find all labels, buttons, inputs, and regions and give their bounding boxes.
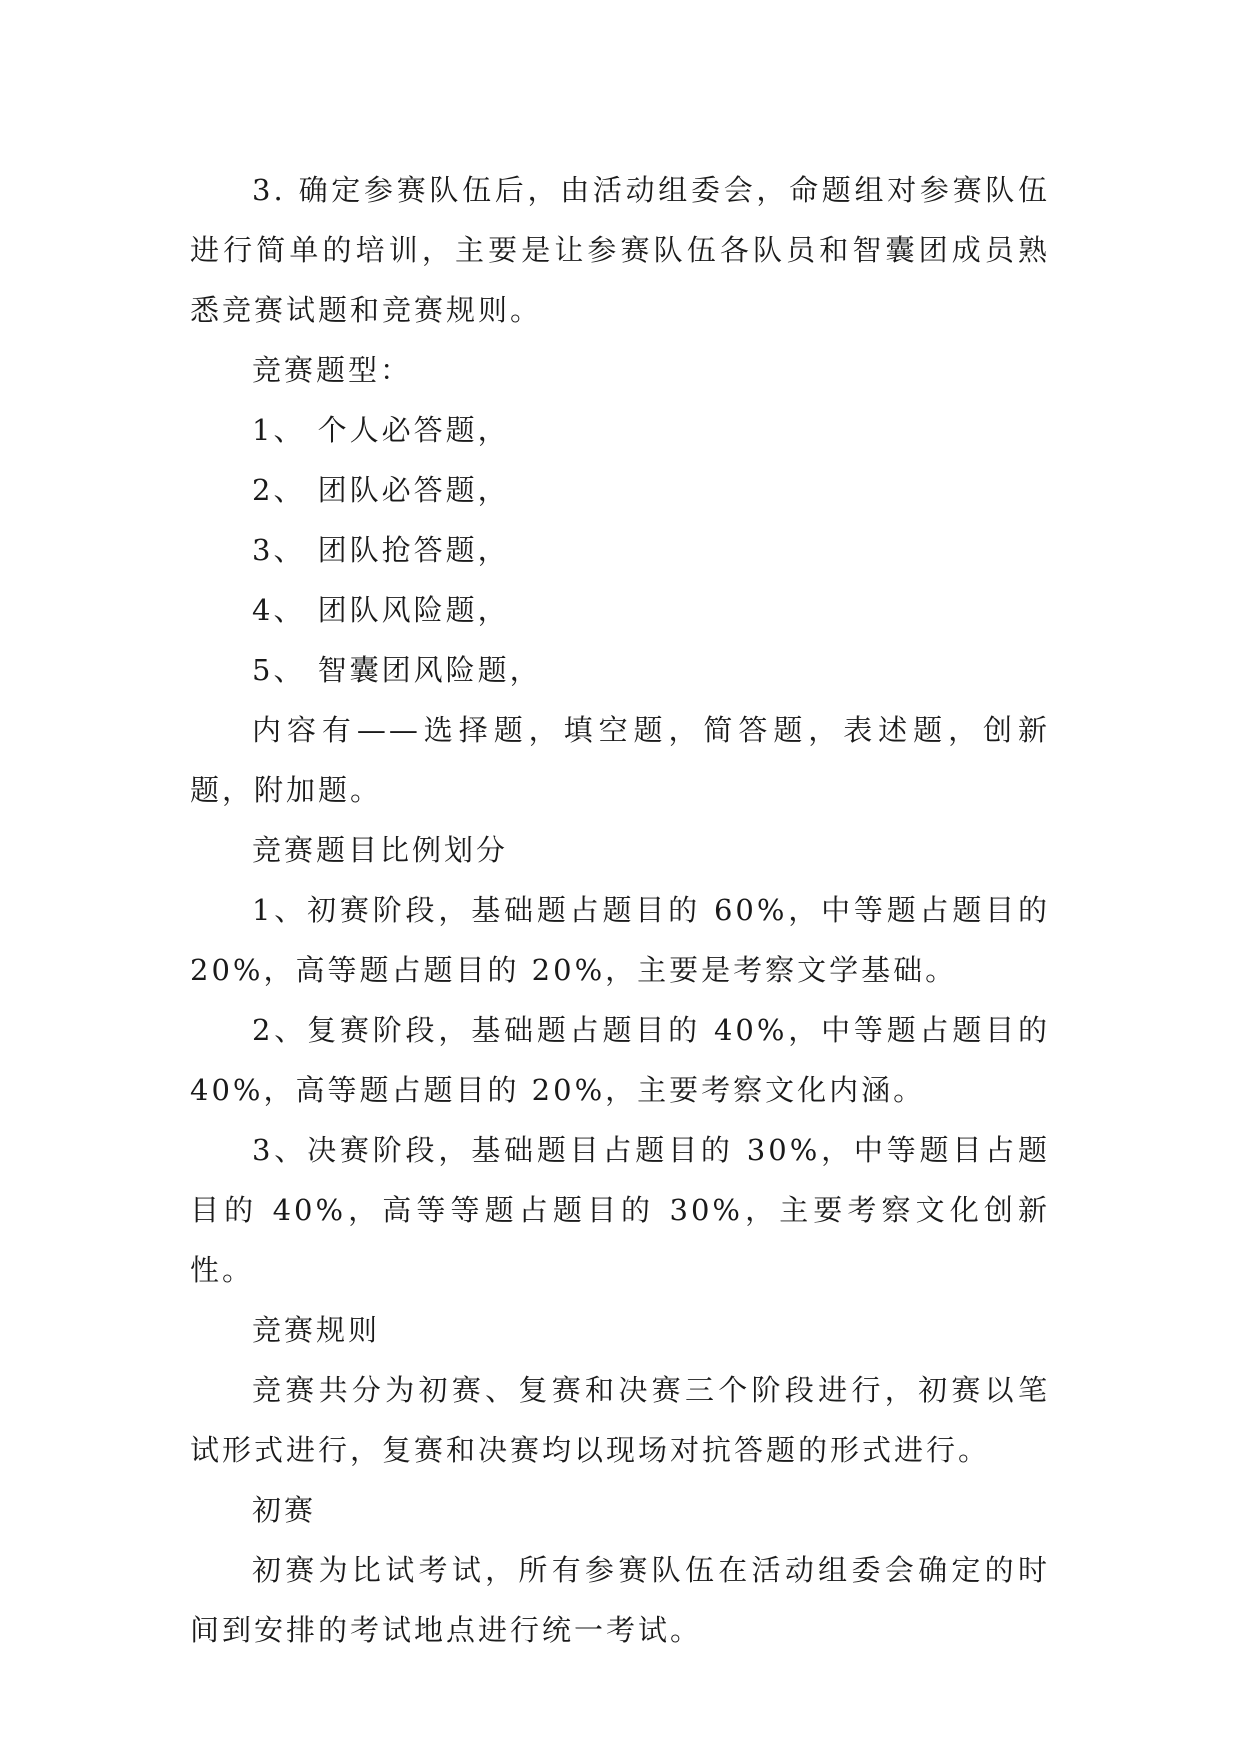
paragraph-competition-stages: 竞赛共分为初赛、复赛和决赛三个阶段进行，初赛以笔试形式进行，复赛和决赛均以现场对抗答题的形式进行。: [190, 1373, 1050, 1467]
list-item-team-risk: 4、 团队风险题，: [252, 593, 510, 627]
list-item-team-required: 2、 团队必答题，: [252, 473, 510, 507]
list-item-think-tank-risk: 5、 智囊团风险题，: [252, 653, 542, 687]
paragraph-semifinal-ratio: 2、复赛阶段，基础题占题目的 40%，中等题占题目的40%，高等题占题目的 20%，主要考察文化内涵。: [190, 1013, 1050, 1107]
paragraph-content-types: 内容有——选择题，填空题，简答题，表述题，创新题，附加题。: [190, 713, 1050, 807]
list-item-individual-required: 1、 个人必答题，: [252, 413, 510, 447]
paragraph-preliminary-ratio: 1、初赛阶段，基础题占题目的 60%，中等题占题目的20%，高等题占题目的 20%，主要是考察文学基础。: [190, 893, 1050, 987]
heading-competition-rules: 竞赛规则: [252, 1313, 381, 1347]
paragraph-team-training: 3. 确定参赛队伍后，由活动组委会，命题组对参赛队伍进行简单的培训，主要是让参赛队伍各队员和智囊团成员熟悉竞赛试题和竞赛规则。: [190, 173, 1050, 327]
heading-question-types: 竞赛题型：: [252, 353, 413, 387]
paragraph-preliminary-exam: 初赛为比试考试，所有参赛队伍在活动组委会确定的时间到安排的考试地点进行统一考试。: [190, 1553, 1050, 1647]
heading-preliminary: 初赛: [252, 1493, 317, 1527]
document-body: [190, 160, 1050, 1660]
list-item-team-buzzer: 3、 团队抢答题，: [252, 533, 510, 567]
paragraph-final-ratio: 3、决赛阶段，基础题目占题目的 30%，中等题目占题目的 40%，高等等题占题目的 30%，主要考察文化创新性。: [190, 1133, 1050, 1287]
heading-question-ratio: 竞赛题目比例划分: [252, 833, 509, 867]
